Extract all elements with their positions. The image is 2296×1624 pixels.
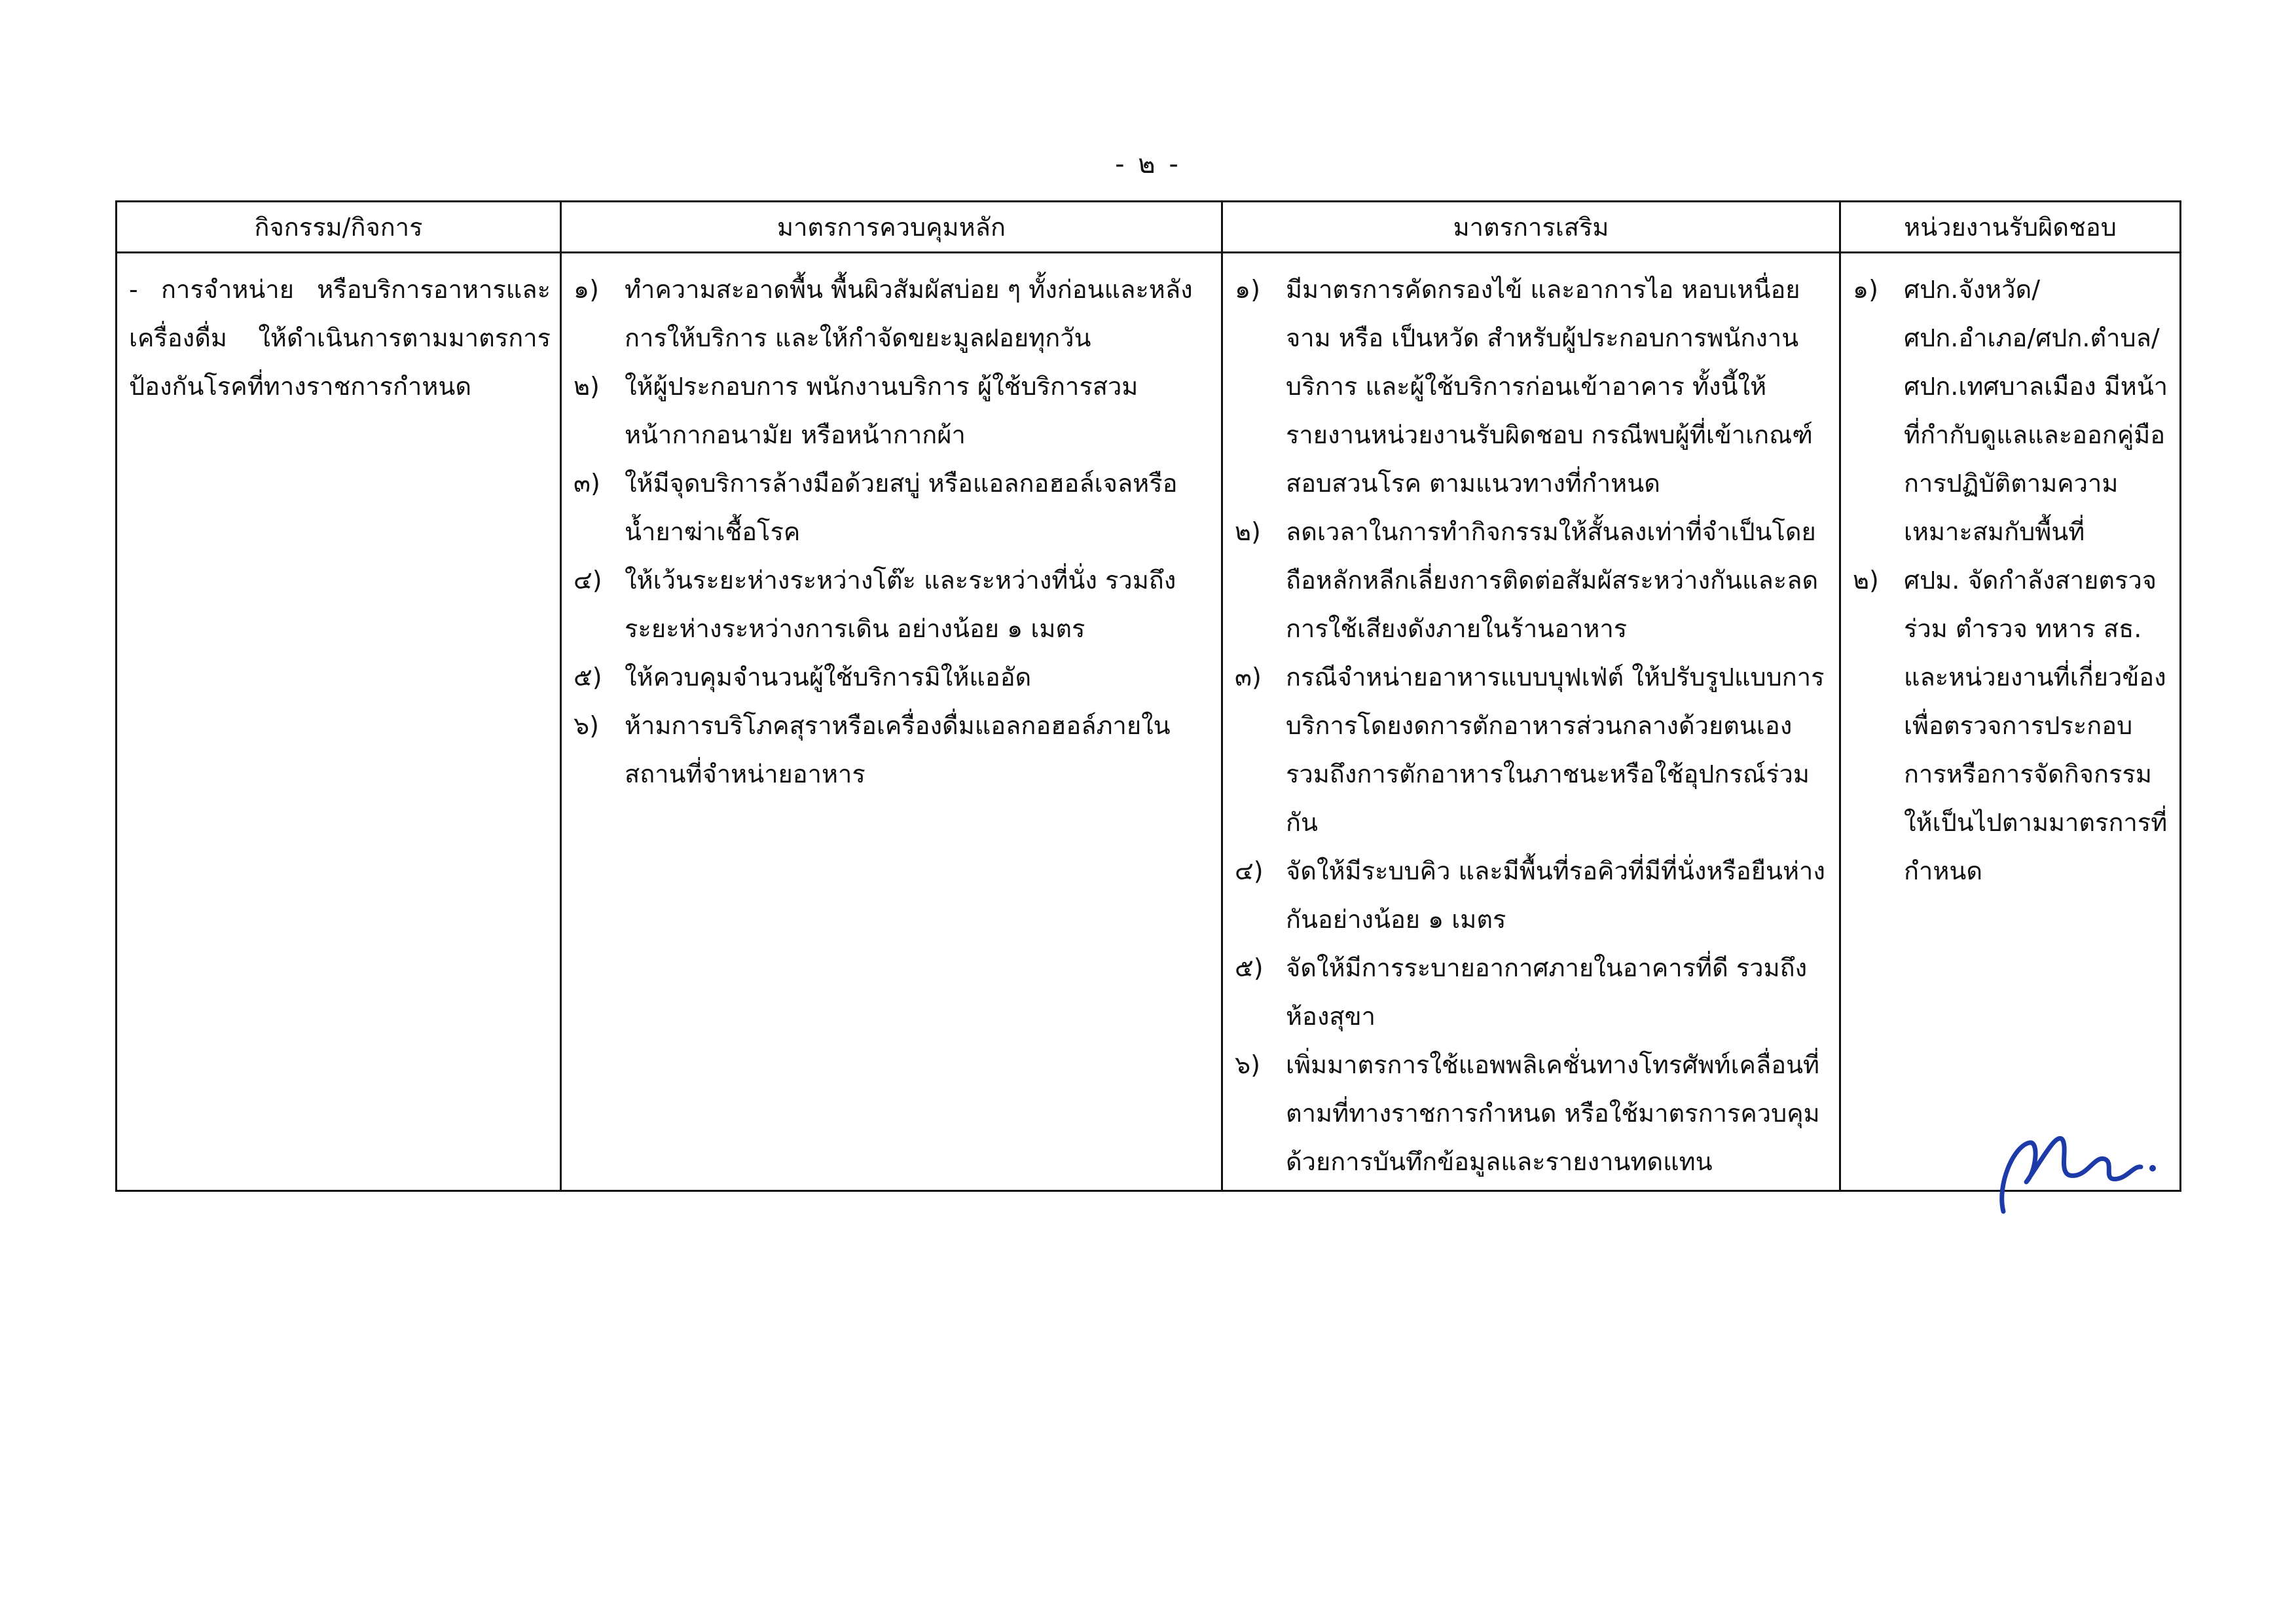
- header-main-measures: มาตรการควบคุมหลัก: [562, 202, 1221, 253]
- item-number: ๑): [1853, 275, 1878, 304]
- item-number: ๖): [1235, 1050, 1260, 1079]
- main-measure-item: [574, 459, 1212, 556]
- item-number: ๒): [574, 372, 600, 401]
- item-text: ลดเวลาในการทำกิจกรรมให้สั้นลงเท่าที่จำเป็นโดยถือหลักหลีกเลี่ยงการติดต่อสัมผัสระหว่างกันและลดการใช้เสียงดังภายในร้านอาหาร: [1286, 517, 1819, 643]
- page-number: - ๒ -: [1115, 149, 1181, 179]
- item-text: จัดให้มีระบบคิว และมีพื้นที่รอคิวที่มีที่นั่งหรือยืนห่างกันอย่างน้อย ๑ เมตร: [1286, 857, 1825, 934]
- item-number: ๕): [1235, 953, 1264, 982]
- signature-mark: [1977, 1120, 2160, 1218]
- activity-cell: - การจำหน่าย หรือบริการอาหารและเครื่องดื่ม ให้ดำเนินการตามมาตรการป้องกันโรคที่ทางราชการกำหนด: [129, 275, 551, 401]
- main-measure-item: [574, 362, 1212, 459]
- item-number: ๔): [1235, 857, 1264, 885]
- item-text: ให้ควบคุมจำนวนผู้ใช้บริการมิให้แออัด: [625, 663, 1032, 692]
- measures-table: [115, 200, 2181, 1192]
- responsible-item: [1853, 556, 2170, 895]
- item-text: ศปก.จังหวัด/ศปก.อำเภอ/ศปก.ตำบล/ศปก.เทศบาลเมือง มีหน้าที่กำกับดูแลและออกคู่มือการปฏิบัติตามความเหมาะสมกับพื้นที่: [1904, 275, 2168, 546]
- additional-measure-item: [1235, 265, 1830, 507]
- item-number: ๕): [574, 663, 602, 692]
- additional-measure-item: [1235, 944, 1830, 1041]
- main-measure-item: [574, 701, 1212, 798]
- header-activity: กิจกรรม/กิจการ: [117, 202, 560, 253]
- item-text: ทำความสะอาดพื้น พื้นผิวสัมผัสบ่อย ๆ ทั้งก่อนและหลังการให้บริการ และให้กำจัดขยะมูลฝอยทุกวัน: [625, 275, 1193, 352]
- additional-measures-column: [1221, 202, 1839, 1190]
- item-text: เพิ่มมาตรการใช้แอพพลิเคชั่นทางโทรศัพท์เคลื่อนที่ตามที่ทางราชการกำหนด หรือใช้มาตรการควบคุมด้วยการบันทึกข้อมูลและรายงานทดแทน: [1286, 1050, 1820, 1176]
- item-number: ๓): [574, 469, 600, 498]
- main-measure-item: [574, 556, 1212, 653]
- additional-measure-item: [1235, 847, 1830, 944]
- item-text: ห้ามการบริโภคสุราหรือเครื่องดื่มแอลกอฮอล์ภายในสถานที่จำหน่ายอาหาร: [625, 711, 1171, 788]
- responsible-item: [1853, 265, 2170, 556]
- item-text: จัดให้มีการระบายอากาศภายในอาคารที่ดี รวมถึงห้องสุขา: [1286, 953, 1808, 1031]
- item-number: ๔): [574, 566, 602, 595]
- item-text: ให้เว้นระยะห่างระหว่างโต๊ะ และระหว่างที่นั่ง รวมถึงระยะห่างระหว่างการเดิน อย่างน้อย ๑ เมตร: [625, 566, 1176, 643]
- additional-measures-list: [1223, 253, 1839, 1186]
- item-text: ให้มีจุดบริการล้างมือด้วยสบู่ หรือแอลกอฮอล์เจลหรือน้ำยาฆ่าเชื้อโรค: [625, 469, 1178, 546]
- additional-measure-item: [1235, 653, 1830, 847]
- main-measures-column: [560, 202, 1221, 1190]
- item-number: ๒): [1235, 517, 1261, 546]
- item-number: ๑): [574, 275, 599, 304]
- item-text: ศปม. จัดกำลังสายตรวจร่วม ตำรวจ ทหาร สธ. และหน่วยงานที่เกี่ยวข้องเพื่อตรวจการประกอบการหรือการจัดกิจกรรมให้เป็นไปตามมาตรการที่กำหนด: [1904, 566, 2168, 885]
- activity-column: [117, 202, 560, 1190]
- item-number: ๖): [574, 711, 599, 740]
- item-text: มีมาตรการคัดกรองไข้ และอาการไอ หอบเหนื่อย จาม หรือ เป็นหวัด สำหรับผู้ประกอบการพนักงานบริการ และผู้ใช้บริการก่อนเข้าอาคาร ทั้งนี้ให้รายงานหน่วยงานรับผิดชอบ กรณีพบผู้ที่เข้าเกณฑ์สอบสวนโรค ตามแนวทางที่กำหนด: [1286, 275, 1813, 498]
- item-number: ๒): [1853, 566, 1879, 595]
- responsible-list: [1841, 253, 2179, 895]
- main-measure-item: [574, 265, 1212, 362]
- header-responsible: หน่วยงานรับผิดชอบ: [1841, 202, 2179, 253]
- main-measures-list: [562, 253, 1221, 798]
- header-additional-measures: มาตรการเสริม: [1223, 202, 1839, 253]
- item-number: ๓): [1235, 663, 1262, 692]
- additional-measure-item: [1235, 507, 1830, 653]
- item-text: กรณีจำหน่ายอาหารแบบบุฟเฟ่ต์ ให้ปรับรูปแบบการบริการโดยงดการตักอาหารส่วนกลางด้วยตนเอง รวมถึงการตักอาหารในภาชนะหรือใช้อุปกรณ์ร่วมกัน: [1286, 663, 1825, 837]
- item-number: ๑): [1235, 275, 1260, 304]
- item-text: ให้ผู้ประกอบการ พนักงานบริการ ผู้ใช้บริการสวมหน้ากากอนามัย หรือหน้ากากผ้า: [625, 372, 1139, 449]
- main-measure-item: [574, 653, 1212, 701]
- responsible-column: [1839, 202, 2179, 1190]
- additional-measure-item: [1235, 1041, 1830, 1186]
